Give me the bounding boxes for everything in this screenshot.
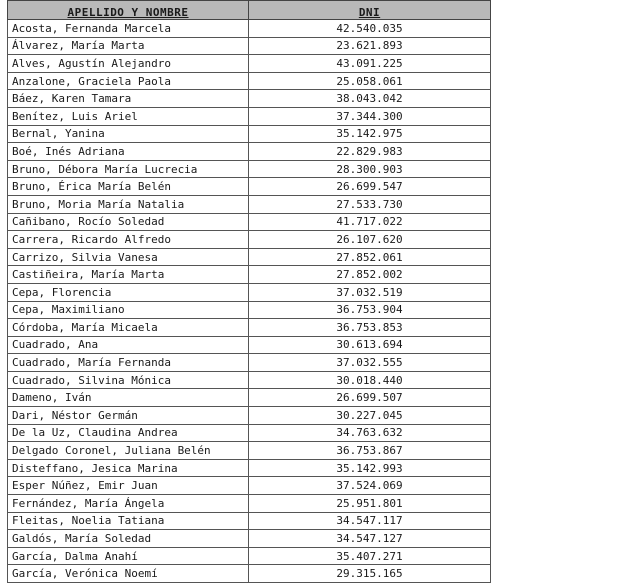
person-name-cell: Bruno, Érica María Belén xyxy=(8,178,249,196)
dni-cell: 26.699.507 xyxy=(249,389,491,407)
dni-cell: 41.717.022 xyxy=(249,213,491,231)
table-row xyxy=(8,55,491,73)
table-row xyxy=(8,283,491,301)
table-row xyxy=(8,424,491,442)
person-name-cell: Cepa, Florencia xyxy=(8,283,249,301)
dni-cell: 29.315.165 xyxy=(249,565,491,583)
dni-cell: 36.753.867 xyxy=(249,442,491,460)
person-name-cell: Fernández, María Ángela xyxy=(8,495,249,513)
name-column-header: APELLIDO Y NOMBRE xyxy=(8,1,249,20)
person-name-cell: Cepa, Maximiliano xyxy=(8,301,249,319)
table-row xyxy=(8,477,491,495)
dni-cell: 22.829.983 xyxy=(249,143,491,161)
person-name-cell: Delgado Coronel, Juliana Belén xyxy=(8,442,249,460)
table-row xyxy=(8,231,491,249)
dni-cell: 37.032.555 xyxy=(249,354,491,372)
dni-cell: 30.613.694 xyxy=(249,336,491,354)
table-row xyxy=(8,407,491,425)
table-row xyxy=(8,530,491,548)
person-name-cell: Esper Núñez, Emir Juan xyxy=(8,477,249,495)
table-row xyxy=(8,565,491,583)
person-name-cell: Castiñeira, María Marta xyxy=(8,266,249,284)
dni-cell: 36.753.904 xyxy=(249,301,491,319)
table-row xyxy=(8,301,491,319)
person-name-cell: García, Dalma Anahí xyxy=(8,547,249,565)
person-name-cell: Cuadrado, Ana xyxy=(8,336,249,354)
dni-cell: 30.018.440 xyxy=(249,371,491,389)
registry-table xyxy=(7,0,491,583)
person-name-cell: Cuadrado, María Fernanda xyxy=(8,354,249,372)
dni-cell: 25.058.061 xyxy=(249,72,491,90)
dni-cell: 36.753.853 xyxy=(249,319,491,337)
dni-cell: 35.142.975 xyxy=(249,125,491,143)
table-row xyxy=(8,195,491,213)
table-row xyxy=(8,160,491,178)
table-row xyxy=(8,459,491,477)
table-row xyxy=(8,512,491,530)
person-name-cell: Cañibano, Rocío Soledad xyxy=(8,213,249,231)
table-row xyxy=(8,213,491,231)
table-row xyxy=(8,442,491,460)
dni-cell: 26.107.620 xyxy=(249,231,491,249)
person-name-cell: Benítez, Luis Ariel xyxy=(8,107,249,125)
person-name-cell: Córdoba, María Micaela xyxy=(8,319,249,337)
person-name-cell: Anzalone, Graciela Paola xyxy=(8,72,249,90)
table-row xyxy=(8,495,491,513)
table-row xyxy=(8,107,491,125)
person-name-cell: Bruno, Débora María Lucrecia xyxy=(8,160,249,178)
dni-cell: 28.300.903 xyxy=(249,160,491,178)
person-name-cell: Acosta, Fernanda Marcela xyxy=(8,20,249,38)
dni-cell: 27.852.002 xyxy=(249,266,491,284)
person-name-cell: Fleitas, Noelia Tatiana xyxy=(8,512,249,530)
dni-cell: 27.852.061 xyxy=(249,248,491,266)
dni-cell: 23.621.893 xyxy=(249,37,491,55)
dni-cell: 34.547.127 xyxy=(249,530,491,548)
person-name-cell: Dameno, Iván xyxy=(8,389,249,407)
dni-cell: 37.032.519 xyxy=(249,283,491,301)
dni-cell: 25.951.801 xyxy=(249,495,491,513)
table-row xyxy=(8,547,491,565)
table-row xyxy=(8,354,491,372)
person-name-cell: Disteffano, Jesica Marina xyxy=(8,459,249,477)
person-name-cell: Cuadrado, Silvina Mónica xyxy=(8,371,249,389)
table-row xyxy=(8,178,491,196)
table-row xyxy=(8,90,491,108)
dni-cell: 26.699.547 xyxy=(249,178,491,196)
table-row xyxy=(8,143,491,161)
table-row xyxy=(8,72,491,90)
dni-cell: 35.142.993 xyxy=(249,459,491,477)
table-row xyxy=(8,20,491,38)
dni-cell: 37.344.300 xyxy=(249,107,491,125)
dni-cell: 27.533.730 xyxy=(249,195,491,213)
person-name-cell: Boé, Inés Adriana xyxy=(8,143,249,161)
person-name-cell: Alves, Agustín Alejandro xyxy=(8,55,249,73)
dni-cell: 42.540.035 xyxy=(249,20,491,38)
header-row xyxy=(8,1,491,20)
person-name-cell: Dari, Néstor Germán xyxy=(8,407,249,425)
dni-cell: 34.763.632 xyxy=(249,424,491,442)
dni-cell: 43.091.225 xyxy=(249,55,491,73)
table-row xyxy=(8,37,491,55)
person-name-cell: De la Uz, Claudina Andrea xyxy=(8,424,249,442)
dni-cell: 35.407.271 xyxy=(249,547,491,565)
table-row xyxy=(8,319,491,337)
table-row xyxy=(8,125,491,143)
dni-cell: 37.524.069 xyxy=(249,477,491,495)
person-name-cell: Báez, Karen Tamara xyxy=(8,90,249,108)
table-row xyxy=(8,248,491,266)
table-row xyxy=(8,336,491,354)
dni-cell: 34.547.117 xyxy=(249,512,491,530)
person-name-cell: Galdós, María Soledad xyxy=(8,530,249,548)
person-name-cell: García, Verónica Noemí xyxy=(8,565,249,583)
person-name-cell: Bruno, Moria María Natalia xyxy=(8,195,249,213)
table-row xyxy=(8,266,491,284)
dni-cell: 30.227.045 xyxy=(249,407,491,425)
person-name-cell: Carrizo, Silvia Vanesa xyxy=(8,248,249,266)
dni-cell: 38.043.042 xyxy=(249,90,491,108)
dni-column-header: DNI xyxy=(249,1,491,20)
table-row xyxy=(8,389,491,407)
table-body xyxy=(8,20,491,583)
person-name-cell: Bernal, Yanina xyxy=(8,125,249,143)
person-name-cell: Álvarez, María Marta xyxy=(8,37,249,55)
person-name-cell: Carrera, Ricardo Alfredo xyxy=(8,231,249,249)
table-row xyxy=(8,371,491,389)
